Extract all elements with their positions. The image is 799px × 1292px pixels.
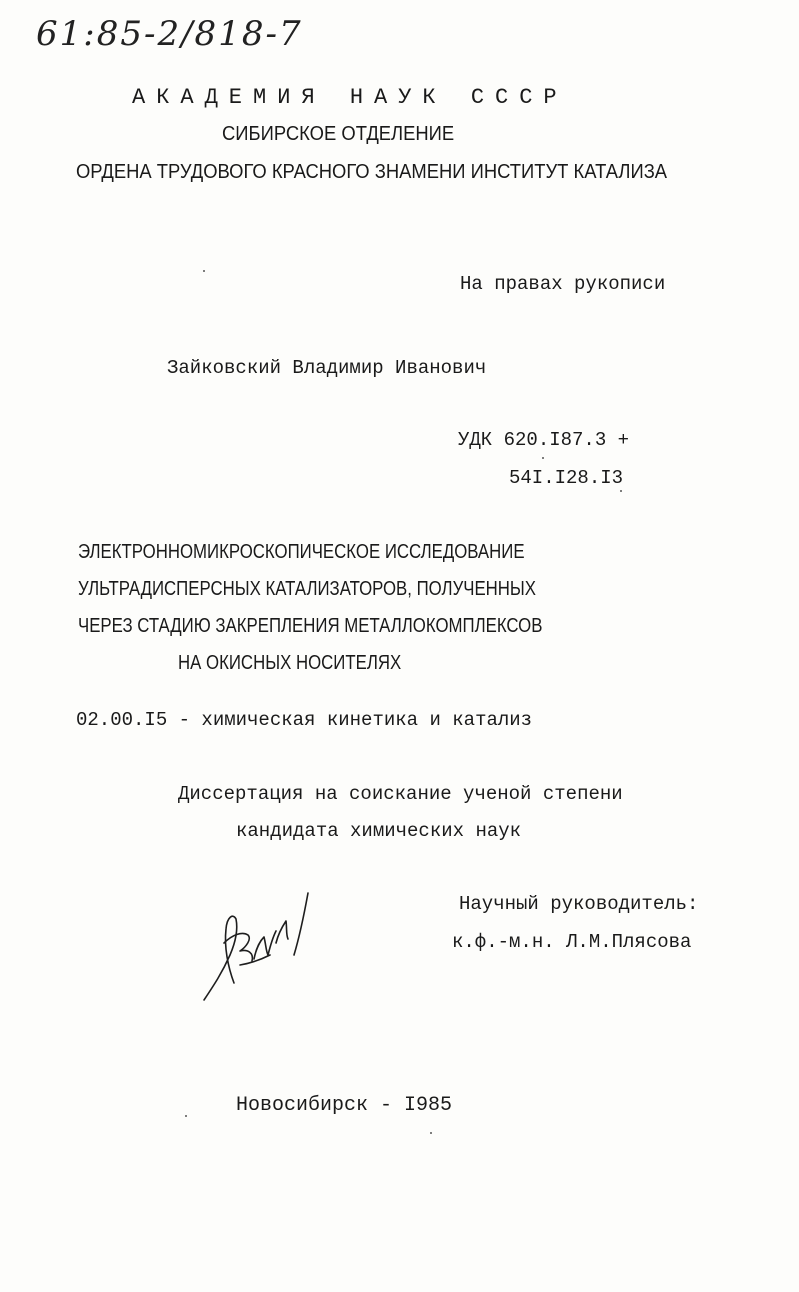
udc-line-1: УДК 620.I87.3 +: [458, 429, 630, 451]
specialty-code: 02.00.I5 - химическая кинетика и катализ: [76, 709, 533, 731]
thesis-title-line-3: ЧЕРЕЗ СТАДИЮ ЗАКРЕПЛЕНИЯ МЕТАЛЛОКОМПЛЕКСОВ: [78, 615, 543, 637]
scan-speck: [620, 490, 622, 492]
archive-code-handwritten: 61:85-2/818-7: [36, 14, 303, 54]
udc-line-2: 54I.I28.I3: [509, 467, 624, 489]
scan-speck: [542, 457, 544, 459]
manuscript-rights-note: На правах рукописи: [460, 273, 666, 295]
supervisor-name: к.ф.-м.н. Л.М.Плясова: [452, 931, 692, 953]
scan-speck: [185, 1115, 187, 1117]
institute-heading: ОРДЕНА ТРУДОВОГО КРАСНОГО ЗНАМЕНИ ИНСТИТУТ КАТАЛИЗА: [76, 161, 668, 183]
thesis-title-line-2: УЛЬТРАДИСПЕРСНЫХ КАТАЛИЗАТОРОВ, ПОЛУЧЕННЫХ: [78, 578, 536, 600]
degree-line-2: кандидата химических наук: [236, 820, 522, 842]
degree-line-1: Диссертация на соискание ученой степени: [178, 783, 623, 805]
city-year: Новосибирск - I985: [236, 1094, 453, 1117]
signature-image: [200, 885, 320, 1005]
branch-heading: СИБИРСКОЕ ОТДЕЛЕНИЕ: [222, 123, 455, 145]
scan-speck: [203, 270, 205, 272]
supervisor-label: Научный руководитель:: [459, 893, 699, 915]
scan-speck: [430, 1132, 432, 1134]
author-name: Зайковский Владимир Иванович: [167, 357, 487, 379]
thesis-title-line-4: НА ОКИСНЫХ НОСИТЕЛЯХ: [178, 652, 402, 674]
academy-heading: АКАДЕМИЯ НАУК СССР: [132, 85, 568, 110]
thesis-title-line-1: ЭЛЕКТРОННОМИКРОСКОПИЧЕСКОЕ ИССЛЕДОВАНИЕ: [78, 541, 525, 563]
